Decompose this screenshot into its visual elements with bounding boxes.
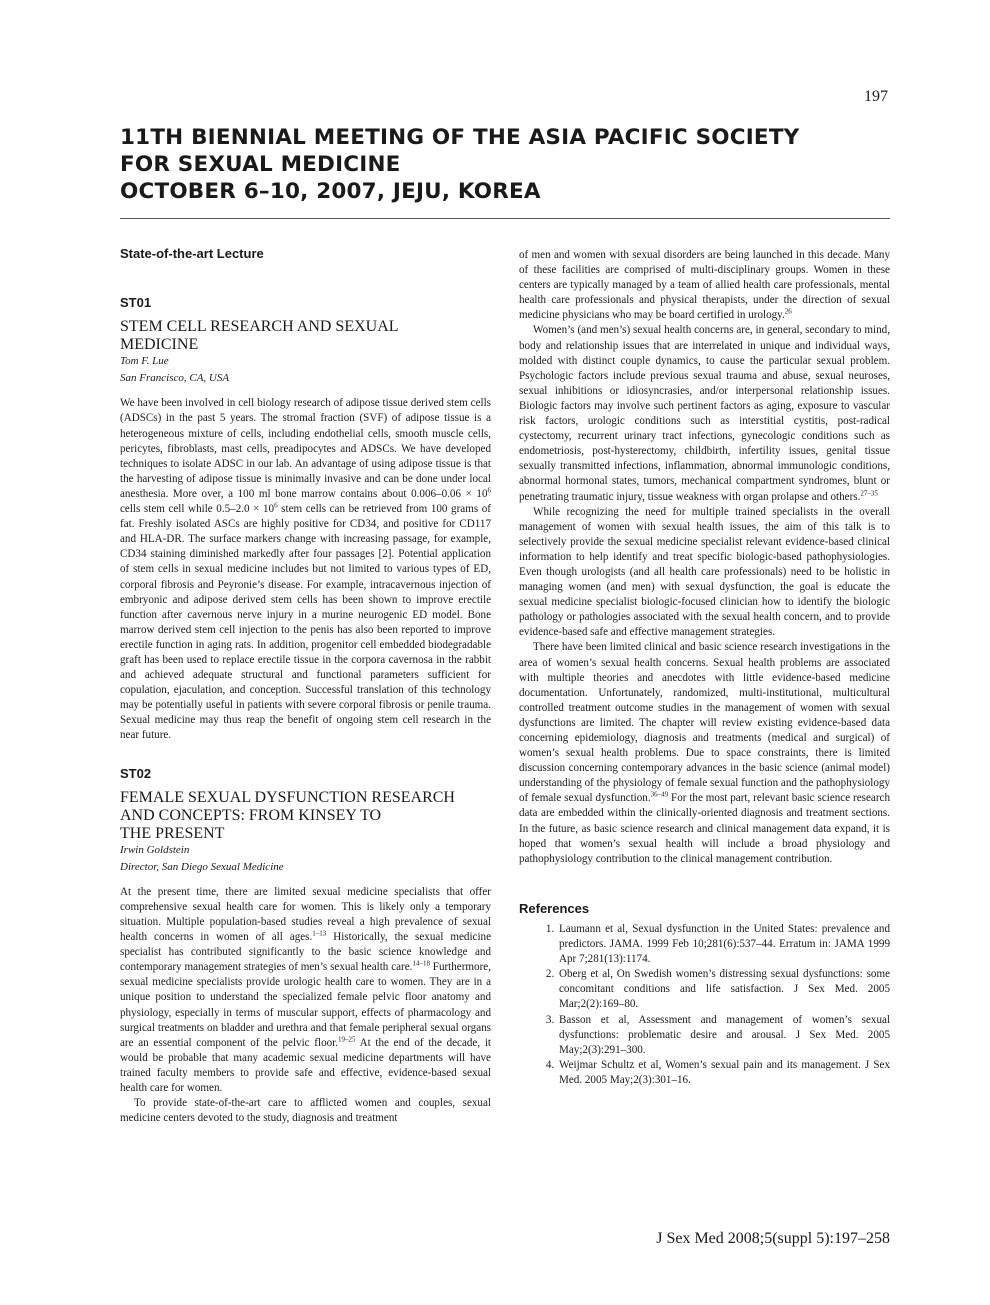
meeting-title-line-1: 11TH BIENNIAL MEETING OF THE ASIA PACIFIC SOCIETY (120, 125, 800, 150)
abstract-body-st02-p2: To provide state-of-the-art care to afflicted women and couples, sexual medicine centers devoted to the study, diagnosis and treatment (120, 1097, 491, 1125)
references-heading: References (519, 900, 590, 916)
body-text: Historically, the sexual medicine specialist has contributed significantly to the basic science knowledge and contemporary management strategies of men’s sexual health care. (120, 931, 491, 974)
reference-item: 4. Weijmar Schultz et al, Women’s sexual pain and its management. J Sex Med. 2005 May;2(3):301–16. (557, 1058, 890, 1088)
meeting-title-line-2: FOR SEXUAL MEDICINE (120, 152, 401, 177)
meeting-title (120, 124, 890, 205)
body-text: We have been involved in cell biology research of adipose tissue derived stem cells (ADSCs) in the past 5 years. The stromal fraction (SVF) of adipose tissue is a heterogeneous mixture of cells, including endothelial cells, smooth muscle cells, pericytes, fibroblasts, mast cells, preadipocytes and ADSCs. We have developed techniques to isolate ADSC in our lab. An advantage of using adipose tissue is that the harvesting of adipose tissue is minimally invasive and can be done under local anesthesia. More over, a 100 ml bone marrow contains about 0.006–0.06 × 10 (120, 397, 491, 500)
abstract-code-st01: ST01 (120, 295, 152, 311)
journal-citation-footer: J Sex Med 2008;5(suppl 5):197–258 (656, 1230, 890, 1247)
body-text: Furthermore, sexual medicine specialists provide urologic health care to women. They are in a unique position to understand the specialized female pelvic floor anatomy and physiology, especially in terms of muscular support, effects of pharmacology and surgical treatments on bladder and urethra and that female peripheral sexual organs are an essential component of the pelvic floor. (120, 961, 491, 1049)
citation: 19–25 (338, 1035, 356, 1044)
author-st02: Irwin Goldstein (120, 843, 190, 856)
abstract-body-st01 (120, 396, 491, 743)
body-text: cells stem cell while 0.5–2.0 × 10 (120, 503, 275, 516)
abstract-title-st01 (120, 318, 491, 354)
affiliation-st01: San Francisco, CA, USA (120, 372, 230, 385)
reference-item: 2. Oberg et al, On Swedish women’s distressing sexual dysfunctions: some concomitant conditions and life satisfaction. J Sex Med. 2005 Mar;2(2):169–80. (557, 967, 890, 1012)
body-text: Women’s (and men’s) sexual health concerns are, in general, secondary to mind, body and relationship issues that are interrelated in unique and individual ways, molded with distinct couple dynamics, to cause the particular sexual problem. Psychologic factors include previous sexual trauma and abuse, sexual neuroses, sexual inhibitions or idiosyncrasies, and/or interpersonal relationship issues. Biologic factors may involve such pertinent factors as aging, exposure to vascular risk factors, urologic conditions such as interstitial cystitis, post-radical cystectomy, recurrent urinary tract infections, gynecologic conditions such as endometriosis, post-hysterectomy, childbirth, infertility issues, genital tissue sexually transmitted infections, inflammation, abnormal immunologic conditions, abnormal hormonal states, tumors, mechanical compartment syndromes, blunt or penetrating traumatic injury, tissue weakness with organ prolapse and others. (519, 324, 890, 503)
abstract-title-line: THE PRESENT (120, 824, 225, 842)
abstract-body-st02-p4: While recognizing the need for multiple trained specialists in the overall management of women with sexual health issues, the aim of this talk is to selectively provide the sexual medicine specialist relevant evidence-based clinical information to help identify and treat specific biologic-based pathophysiologies. Even though urologists (and all health care professionals) need to be holistic in managing women (and men) with sexual dysfunction, the goal is educate the sexual medicine specialist biologic-focused clinician how to identify the biologic pathology or pathologies associated with the sexual health concern, and to provide evidence-based safe and effective management strategies. (519, 505, 890, 639)
abstract-title-line: AND CONCEPTS: FROM KINSEY TO (120, 806, 382, 824)
left-column (120, 246, 491, 1126)
body-text: For the most part, relevant basic science research data are embedded within the clinically-oriented diagnosis and treatment sections. In the future, as basic science research and clinical management data expand, it is hoped that women’s sexual health will include a broad physiology and pathophysiology contribution to the clinical management contribution. (519, 792, 890, 865)
right-column (519, 248, 890, 1088)
abstract-title-line: STEM CELL RESEARCH AND SEXUAL (120, 318, 399, 336)
reference-list (519, 922, 890, 1088)
citation: 26 (784, 307, 792, 316)
abstract-title-line: FEMALE SEXUAL DYSFUNCTION RESEARCH (120, 788, 455, 806)
citation: 27–35 (860, 488, 878, 497)
abstract-body-st02-p5 (519, 640, 890, 866)
body-text: At the end of the decade, it would be probable that many academic sexual medicine departments will have trained faculty members to provide safe and effective, evidence-based sexual health care for women. (120, 1036, 491, 1095)
affiliation-st02: Director, San Diego Sexual Medicine (120, 860, 284, 873)
body-text: At the present time, there are limited sexual medicine specialists that offer comprehensive sexual health care for women. This is likely only a temporary situation. Multiple population-based studies reveal a high prevalence of sexual health concerns in women of all ages. (120, 885, 491, 944)
body-text: There have been limited clinical and basic science research investigations in the area of women’s sexual health concerns. Sexual health problems are associated with multiple theories and anecdotes with little evidence-based medicine documentation. Unfortunately, randomized, multi-institutional, multicultural controlled treatment outcome studies in the management of women with sexual dysfunctions are limited. The chapter will review existing evidence-based data concerning epidemiology, diagnosis and treatments (medical and surgical) of women’s sexual health problems. Due to space constraints, there is limited discussion concerning contemporary advances in the basic science (animal model) understanding of the physiology of female sexual function and the pathophysiology of female sexual dysfunction. (519, 641, 890, 805)
citation: 1–13 (312, 929, 327, 938)
abstract-code-st02: ST02 (120, 765, 152, 781)
abstract-body-st02-p3 (519, 323, 890, 504)
exponent: 6 (487, 486, 491, 495)
page-number: 197 (864, 88, 888, 105)
meeting-title-line-3: OCTOBER 6–10, 2007, JEJU, KOREA (120, 179, 541, 204)
reference-item: 3. Basson et al, Assessment and management of women’s sexual dysfunctions: problematic desire and arousal. J Sex Med. 2005 May;2(3):291–300. (557, 1013, 890, 1058)
author-st01: Tom F. Lue (120, 355, 169, 368)
reference-item: 1. Laumann et al, Sexual dysfunction in the United States: prevalence and predictors. JAMA. 1999 Feb 10;281(6):537–44. Erratum in: JAMA 1999 Apr 7;281(13):1174. (557, 922, 890, 967)
abstract-body-st02-p2-continued (519, 248, 890, 323)
body-text: stem cells can be retrieved from 100 grams of fat. Freshly isolated ASCs are highly positive for CD34, and positive for CD117 and HLA-DR. The surface markers change with increasing passage, for example, CD34 staining diminished markedly after four passages [2]. Potential application of stem cells in sexual medicine includes but not limited to various types of ED, corporal fibrosis and Peyronie’s disease. For example, intracavernous injection of embryonic and adipose derived stem cells has been shown to improve erectile function after cavernous nerve injury in a murine neurogenic ED model. Bone marrow derived stem cell injection to the penis has also been reported to improve erectile function in aging rats. In addition, progenitor cell embedded biodegradable graft has been used to replace erectile tissue in the corpora cavernosa in the rabbit and achieved adequate structural and functional parameters sufficient for copulation, ejaculation, and conception. Successful translation of this technology may be potentially useful in patients with severe corporal fibrosis or penile trauma. Sexual medicine may thus reap the benefit of ongoing stem cell research in the near future. (120, 503, 491, 742)
exponent: 6 (274, 501, 278, 510)
abstract-body-st02-p1 (120, 885, 491, 1096)
abstract-title-line: MEDICINE (120, 336, 199, 354)
abstract-title-st02 (120, 789, 491, 843)
header-rule (120, 218, 890, 219)
section-heading: State-of-the-art Lecture (120, 246, 264, 261)
citation: 36–49 (650, 790, 669, 799)
body-text: of men and women with sexual disorders are being launched in this decade. Many of these facilities are comprised of multi-disciplinary groups. Women in these centers are typically managed by a team of allied health care professionals, mental health care professionals and physical therapists, under the direction of sexual medicine physicians who may be board certified in urology. (519, 249, 890, 322)
citation: 14–18 (412, 959, 430, 968)
